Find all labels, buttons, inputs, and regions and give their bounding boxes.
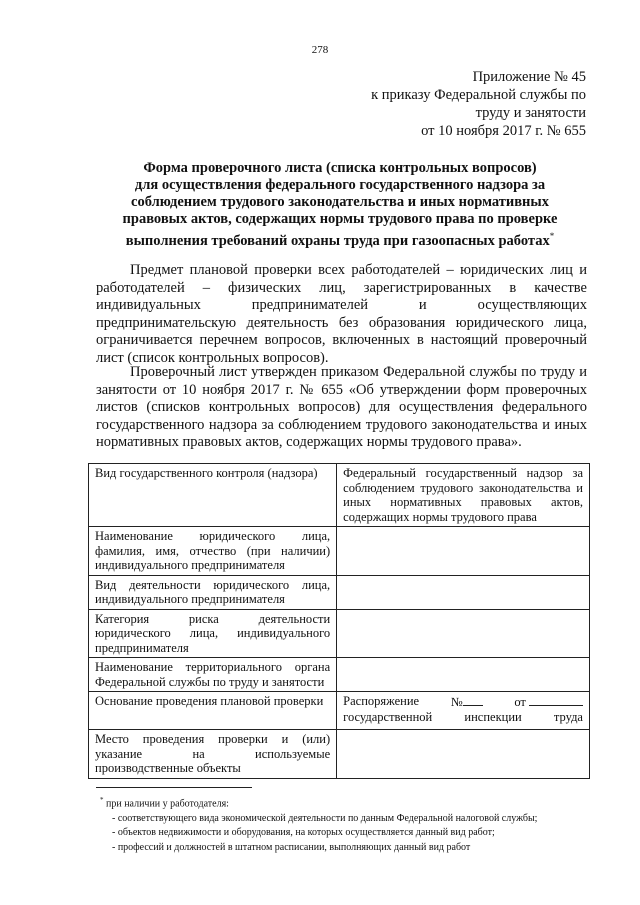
order-word: Распоряжение	[343, 694, 420, 708]
appendix-line-1: Приложение № 45	[472, 69, 586, 85]
appendix-line-3: труду и занятости	[475, 105, 586, 121]
risk-category-label: Категория риска деятельности юридического лица, индивидуального предпринимателя	[89, 609, 337, 658]
activity-type-field[interactable]	[337, 575, 590, 609]
order-number	[451, 694, 483, 710]
order-line	[343, 694, 583, 710]
footnote-item-1: - соответствующего вида экономической деятельности по данным Федеральной налоговой службы;	[112, 812, 538, 824]
inspection-location-field[interactable]	[337, 730, 590, 779]
page-number: 278	[311, 44, 329, 56]
paragraph-approval: Проверочный лист утвержден приказом Федеральной службы по труду и занятости от 10 ноября 2017 г. № 655 «Об утверждении форм проверочных листов (списков контрольных вопросов) для осуществления федерального государственного надзора за соблюдением трудового законодательства и иных нормативных правовых актов, содержащих нормы трудового права».	[96, 364, 587, 451]
activity-type-label: Вид деятельности юридического лица, индивидуального предпринимателя	[89, 575, 337, 609]
control-type-value: Федеральный государственный надзор за соблюдением трудового законодательства и иных нормативных правовых актов, содержащих нормы трудового права	[337, 464, 590, 527]
title-line-2: для осуществления федерального государственного надзора за	[134, 177, 546, 193]
appendix-line-2: к приказу Федеральной службы по	[371, 87, 586, 103]
table-row	[89, 692, 590, 730]
paragraph-inspection-subject: Предмет плановой проверки всех работодателей – юридических лиц и работодателей – физических лиц, зарегистрированных в качестве индивидуальных предпринимателей и осуществляющих предпринимательскую деятельность без образования юридического лица, ограничивается перечнем вопросов, включенных в настоящий проверочный лист (список контрольных вопросов).	[96, 262, 587, 366]
control-type-label: Вид государственного контроля (надзора)	[89, 464, 337, 527]
appendix-line-4: от 10 ноября 2017 г. № 655	[421, 123, 586, 139]
title-line-5	[92, 228, 588, 250]
footnote-mark: *	[100, 796, 104, 804]
title-line-1: Форма проверочного листа (списка контрольных вопросов)	[143, 160, 537, 176]
footnote-head	[96, 793, 596, 812]
table-row	[89, 575, 590, 609]
order-number-blank[interactable]	[463, 694, 483, 706]
inspection-location-label: Место проведения проверки и (или) указание на используемые производственные объекты	[89, 730, 337, 779]
document-title	[92, 160, 588, 250]
territorial-body-label: Наименование территориального органа Федеральной службы по труду и занятости	[89, 658, 337, 692]
inspection-line	[343, 710, 583, 725]
title-footnote-mark: *	[549, 231, 555, 241]
date-word: от	[514, 695, 526, 709]
table-row	[89, 658, 590, 692]
inspection-word-2: инспекции	[464, 709, 522, 724]
title-line-3: соблюдением трудового законодательства и иных нормативных	[131, 194, 549, 210]
title-line-4: правовых актов, содержащих нормы трудового права по проверке	[122, 211, 558, 227]
inspection-word-1: государственной	[343, 709, 433, 724]
territorial-body-field[interactable]	[337, 658, 590, 692]
title-line-5-text: выполнения требований охраны труда при газоопасных работах	[125, 232, 550, 249]
table-row	[89, 464, 590, 527]
order-date	[514, 694, 583, 710]
risk-category-field[interactable]	[337, 609, 590, 658]
footnote-item-2: - объектов недвижимости и оборудования, на которых осуществляется данный вид работ;	[112, 827, 495, 839]
number-mark: №	[450, 695, 463, 709]
inspection-basis-field[interactable]	[337, 692, 590, 730]
entity-name-label: Наименование юридического лица, фамилия, имя, отчество (при наличии) индивидуального предпринимателя	[89, 527, 337, 576]
appendix-reference	[371, 68, 586, 140]
footnote-divider	[96, 787, 252, 788]
table-row	[89, 609, 590, 658]
footnote-head-text: при наличии у работодателя:	[106, 798, 229, 810]
entity-name-field[interactable]	[337, 527, 590, 576]
inspection-form-table	[88, 463, 590, 779]
footnotes	[96, 793, 596, 855]
footnote-item-3: - профессий и должностей в штатном расписании, выполняющих данный вид работ	[112, 841, 471, 853]
table-row	[89, 730, 590, 779]
inspection-basis-label: Основание проведения плановой проверки	[89, 692, 337, 730]
table-row	[89, 527, 590, 576]
inspection-word-3: труда	[553, 709, 583, 724]
order-date-blank[interactable]	[529, 694, 583, 706]
